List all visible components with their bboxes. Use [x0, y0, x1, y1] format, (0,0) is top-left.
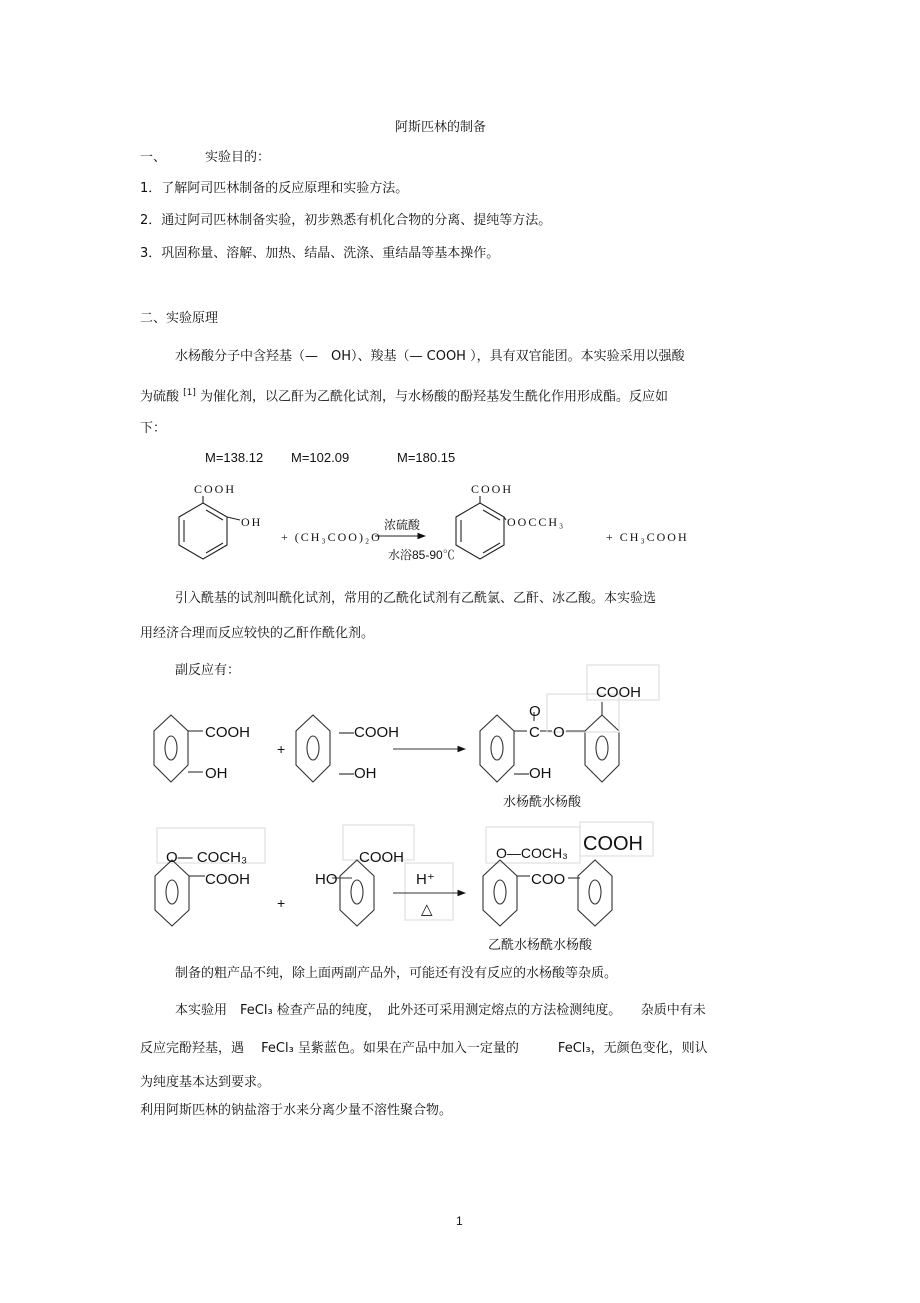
cooh-label: COOH	[205, 871, 250, 888]
paragraph-line: 下：	[140, 421, 167, 436]
acid-catalyst-label: H⁺	[416, 871, 435, 888]
ester-label: COO	[531, 871, 566, 888]
paragraph-line: 本实验用 FeCl₃ 检查产品的纯度， 此外还可采用测定熔点的方法检测纯度。 杂质中有未	[175, 1003, 706, 1018]
plus-sign: +	[277, 895, 286, 911]
heat-symbol: △	[421, 901, 433, 918]
paragraph-line: 为纯度基本达到要求。	[140, 1075, 271, 1090]
cooh-label: COOH	[205, 724, 250, 741]
molar-mass: M=102.09	[291, 450, 350, 465]
carbonyl-oxygen: O	[529, 703, 541, 720]
plus-sign: +	[277, 741, 286, 757]
benzene-ring	[480, 715, 514, 782]
benzene-ring	[585, 715, 619, 782]
paragraph-line: 制备的粗产品不纯，除上面两副产品外，可能还有没有反应的水杨酸等杂质。	[175, 966, 618, 981]
ho-label: HO	[315, 871, 338, 888]
acetoxy-label: OOCCH₃	[507, 515, 566, 529]
benzene-ring	[179, 503, 227, 559]
acetic-anhydride: + (CH₃COO)₂O	[281, 530, 382, 544]
benzene-ring	[456, 503, 504, 559]
molar-mass: M=180.15	[397, 450, 456, 465]
benzene-ring	[340, 860, 374, 926]
carbon-label: C	[529, 724, 540, 741]
product-caption: 乙酰水杨酰水杨酸	[488, 937, 593, 952]
section1-number: 一、	[140, 150, 167, 165]
section1-heading: 实验目的：	[205, 150, 271, 165]
oh-label: OH	[241, 515, 263, 529]
cooh-label: COOH	[359, 849, 404, 866]
benzene-ring	[578, 860, 612, 926]
cooh-label: COOH	[583, 833, 643, 855]
oh-label: OH	[205, 765, 228, 782]
text: 为催化剂，以乙酐为乙酰化试剂，与水杨酸的酚羟基发生酰化作用形成酯。反应如	[200, 389, 669, 405]
document-title: 阿斯匹林的制备	[395, 120, 487, 135]
paragraph-line: 利用阿斯匹林的钠盐溶于水来分离少量不溶性聚合物。	[140, 1103, 453, 1118]
paragraph-line: 用经济合理而反应较快的乙酐作酰化剂。	[140, 626, 375, 641]
cooh-label: COOH	[596, 684, 641, 701]
condition-label: 水浴85-90℃	[388, 548, 455, 562]
paragraph-line: 水杨酸分子中含羟基（— OH）、羧基（— COOH ），具有双官能团。本实验采用以强酸	[175, 349, 685, 364]
catalyst-label: 浓硫酸	[384, 518, 421, 532]
paragraph-line: 引入酰基的试剂叫酰化试剂，常用的乙酰化试剂有乙酰氯、乙酐、冰乙酸。本实验选	[175, 591, 657, 606]
benzene-ring	[296, 715, 330, 782]
product-caption: 水杨酰水杨酸	[503, 794, 582, 809]
acetoxy-label: O—COCH₃	[496, 845, 568, 861]
objective-item: 2．通过阿司匹林制备实验，初步熟悉有机化合物的分离、提纯等方法。	[140, 213, 552, 228]
molar-mass: M=138.12	[205, 450, 264, 465]
cooh-label: COOH	[194, 482, 237, 496]
main-reaction	[179, 496, 506, 559]
objective-item: 3．巩固称量、溶解、加热、结晶、洗涤、重结晶等基本操作。	[140, 246, 500, 261]
paragraph-line: 反应完酚羟基，遇 FeCl₃ 呈紫蓝色。如果在产品中加入一定量的 FeCl₃，无颜色变化，则认	[140, 1041, 708, 1056]
oh-label: —OH	[339, 765, 377, 782]
footnote-ref[interactable]: [1]	[183, 388, 196, 398]
cooh-label: COOH	[471, 482, 514, 496]
benzene-ring	[483, 860, 517, 926]
cooh-label: —COOH	[339, 724, 399, 741]
acetic-acid: + CH₃COOH	[606, 530, 689, 544]
side-reaction-heading: 副反应有：	[175, 663, 241, 678]
benzene-ring	[155, 860, 189, 926]
acetoxy-label: O— COCH₃	[166, 849, 248, 866]
text: 为硫酸	[140, 389, 180, 405]
objective-item: 1．了解阿司匹林制备的反应原理和实验方法。	[140, 181, 409, 196]
section2-heading: 二、实验原理	[140, 311, 219, 326]
page-number: 1	[456, 1214, 463, 1228]
oh-label: —OH	[514, 765, 552, 782]
benzene-ring	[154, 715, 188, 782]
ester-oxygen: O	[553, 724, 565, 741]
